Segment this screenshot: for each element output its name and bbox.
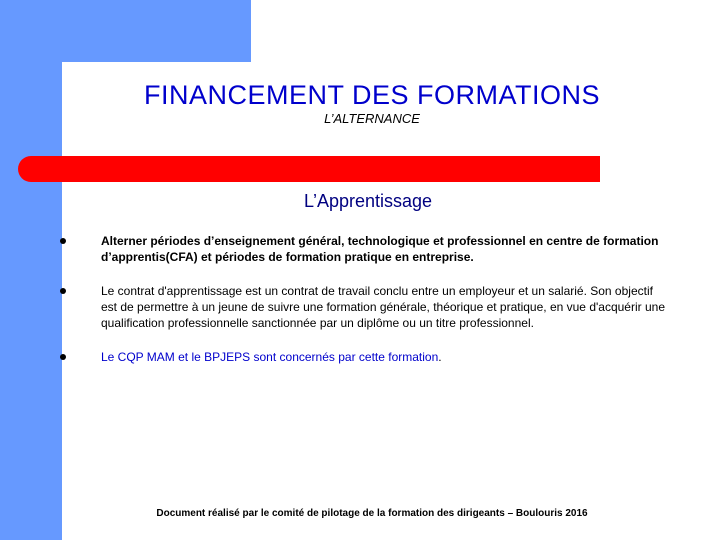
bullet-list — [60, 233, 670, 383]
section-heading: L’Apprentissage — [303, 191, 433, 211]
footer-note: Document réalisé par le comité de pilotage de la formation des dirigeants – Boulouris 2016 — [156, 508, 588, 519]
bullet-item — [60, 233, 670, 265]
bullet-dot-icon — [60, 288, 66, 294]
page-subtitle: L’ALTERNANCE — [324, 111, 420, 126]
bullet-text: Le CQP MAM et le BPJEPS sont concernés par cette formation — [101, 350, 439, 364]
bullet-item — [60, 349, 670, 365]
frame-left-band — [0, 0, 62, 540]
bullet-text: Alterner périodes d’enseignement général, technologique et professionnel en centre de formation d’apprentis(CFA) et périodes de formation pratique en entreprise. — [101, 234, 659, 264]
page-title: FINANCEMENT DES FORMATIONS — [143, 80, 601, 110]
bullet-item — [60, 283, 670, 331]
bullet-dot-icon — [60, 238, 66, 244]
bullet-text-suffix: . — [438, 350, 442, 364]
accent-bar — [18, 156, 600, 182]
bullet-dot-icon — [60, 354, 66, 360]
bullet-text: Le contrat d'apprentissage est un contrat de travail conclu entre un employeur et un salarié. Son objectif est de permettre à un jeune de suivre une formation générale, théorique et pratique, en vue d'acquérir une qualification professionnelle sanctionnée par un diplôme ou un titre professionnel. — [101, 284, 665, 330]
